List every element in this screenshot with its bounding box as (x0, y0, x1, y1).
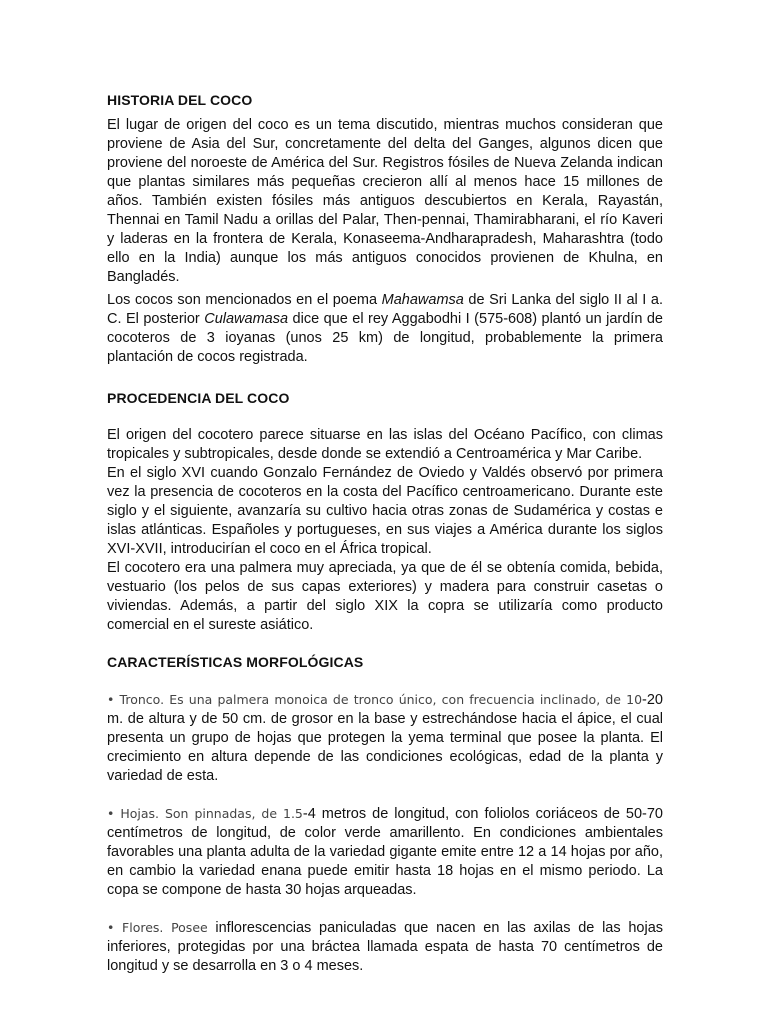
text-title-culawamasa: Culawamasa (204, 311, 289, 327)
text-segment: • Flores. Posee (107, 920, 216, 935)
document-page (107, 91, 663, 976)
text-segment: -4 metros de longitud, con foliolos coriáceos de 50-70 centímetros de longitud, de color verde amarillento. En condiciones ambientales favorables una planta adulta de la variedad gigante emite entre 12 a 14 hojas por año, en cambio la variedad enana puede emitir hasta 18 hojas en el mismo periodo. La copa se compone de hasta 30 hojas arqueadas. (107, 806, 663, 898)
text-segment: de Sri Lanka del siglo II al I a. C. El posterior (107, 292, 664, 327)
text-segment: • Hojas. Son pinnadas, de 1.5 (107, 806, 303, 821)
text-segment: -20 m. de altura y de 50 cm. de grosor en la base y estrechándose hacia el ápice, el cual presenta un grupo de hojas que protegen la yema terminal que posee la planta. El crecimiento en altura depende de las condiciones ecológicas, edad de la planta y variedad de esta. (107, 692, 663, 784)
paragraph-hojas (107, 804, 663, 900)
paragraph-flores (107, 918, 663, 976)
paragraph-historia-1: El lugar de origen del coco es un tema discutido, mientras muchos consideran que proviene de Asia del Sur, concretamente del delta del Ganges, algunos dicen que proviene del noroeste de América del Sur. Registros fósiles de Nueva Zelanda indican que plantas similares más pequeñas crecieron allí al menos hace 15 millones de años. También existen fósiles más antiguos descubiertos en Kerala, Rayastán, Thennai en Tamil Nadu a orillas del Palar, Then-pennai, Thamirabharani, el río Kaveri y laderas en la frontera de Kerala, Konaseema-Andharapradesh, Maharashtra (todo ello en la India) aunque los más antiguos conocidos provienen de Khulna, en Bangladés. (107, 117, 663, 285)
paragraph-procedencia-1: El origen del cocotero parece situarse en las islas del Océano Pacífico, con climas tropicales y subtropicales, desde donde se extendió a Centroamérica y Mar Caribe. (107, 427, 663, 462)
text-segment: dice que el rey Aggabodhi I (575-608) plantó un jardín de cocoteros de 3 ioyanas (unos 25 km) de longitud, probablemente la primera plantación de cocos registrada. (107, 311, 663, 365)
paragraph-historia-2 (107, 291, 663, 367)
paragraph-procedencia-3: El cocotero era una palmera muy apreciada, ya que de él se obtenía comida, bebida, vestuario (los pelos de sus capas exteriores) y madera para construir casetas o viviendas. Además, a partir del siglo XIX la copra se utilizaría como producto comercial en el sureste asiático. (107, 560, 663, 633)
text-segment: inflorescencias paniculadas que nacen en las axilas de las hojas inferiores, protegidas por una bráctea llamada espata de hasta 70 centímetros de longitud y se desarrolla en 3 o 4 meses. (107, 920, 664, 974)
paragraph-tronco (107, 690, 663, 786)
heading-procedencia: PROCEDENCIA DEL COCO (107, 390, 290, 406)
poem-title-mahawamsa: Mahawamsa (381, 292, 464, 308)
heading-historia: HISTORIA DEL COCO (107, 92, 253, 108)
text-segment: Los cocos son mencionados en el poema (107, 292, 382, 308)
heading-caracteristicas: CARACTERÍSTICAS MORFOLÓGICAS (107, 654, 364, 670)
paragraph-procedencia-2: En el siglo XVI cuando Gonzalo Fernández de Oviedo y Valdés observó por primera vez la presencia de cocoteros en la costa del Pacífico centroamericano. Durante este siglo y el siguiente, avanzaría su cultivo hacia otras zonas de Sudamérica y costas e islas atlánticas. Españoles y portugueses, en sus viajes a América durante los siglos XVI-XVII, introducirían el coco en el África tropical. (107, 465, 663, 557)
text-segment: • Tronco. Es una palmera monoica de tronco único, con frecuencia inclinado, de 10 (107, 692, 643, 707)
